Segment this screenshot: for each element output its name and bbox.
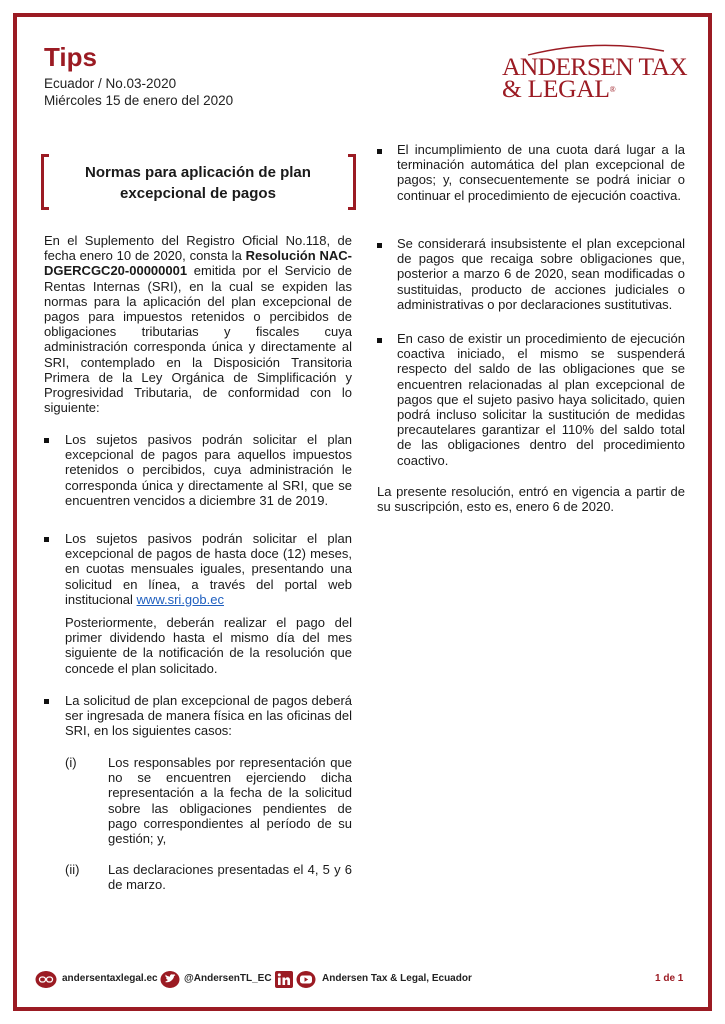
sub-item-1: Los responsables por representación que no se encuentren ejerciendo dicha representación a la fecha de la solicitud sobre las obligaciones pendientes de pago correspondientes al período de su gestión; y, [108, 755, 352, 847]
sri-website-link[interactable]: www.sri.gob.ec [136, 591, 224, 607]
bullet-icon [377, 338, 382, 343]
andersen-logo [502, 42, 692, 102]
right-bullet-3: En caso de existir un procedimiento de ejecución coactiva iniciado, el mismo se suspenderá respecto del saldo de las obligaciones que se encuentren relacionadas al plan excepcional de pagos que el sujeto pasivo haya solicitado, quien podrá incluso solicitar la sustitución de medidas precautelares garantizar el 110% del saldo total de las obligaciones dentro del procedimiento coactivo. [397, 331, 685, 468]
footer-company: Andersen Tax & Legal, Ecuador [322, 973, 472, 984]
footer-twitter[interactable]: @AndersenTL_EC [184, 973, 272, 984]
link-icon [35, 971, 57, 988]
left-bullet-2-followup: Posteriormente, deberán realizar el pago del primer dividendo hasta el mismo día del mes siguiente de la notificación de la resolución que concede el plan solicitado. [65, 615, 352, 676]
intro-text-end: emitida por el Servicio de Rentas Internas (SRI), en la cual se expiden las normas para la aplicación del plan excepcional de pagos para impuestos retenidos o percibidos de obligaciones tributarias y fiscales cuya administración corresponda única y directamente al SRI, contemplado en la Disposición Transitoria Primera de la Ley Orgánica de Simplificación y Progresividad Tributaria, de conformidad con lo siguiente: [44, 263, 352, 416]
sub-item-2: Las declaraciones presentadas el 4, 5 y 6 de marzo. [108, 862, 352, 893]
bullet-icon [44, 537, 49, 542]
logo-line-1: ANDERSEN TAX [502, 52, 688, 81]
sub-item-number-2: (ii) [65, 862, 80, 877]
resolution-number: Resolución NAC-DGERCGC20-00000001 [44, 248, 352, 279]
heading-bracket-right [348, 154, 356, 210]
intro-paragraph [44, 233, 352, 415]
page-number: 1 de 1 [655, 973, 684, 984]
footer-website[interactable]: andersentaxlegal.ec [62, 973, 158, 984]
logo-line-2-text: & LEGAL [502, 74, 610, 103]
left-bullet-1: Los sujetos pasivos podrán solicitar el plan excepcional de pagos para aquellos impuestos retenidos o percibidos, cuya administración le corresponda única y directamente al SRI, que se encuentren vencidos a diciembre 31 de 2019. [65, 432, 352, 508]
issue-number: Ecuador / No.03-2020 [44, 76, 177, 91]
closing-paragraph: La presente resolución, entró en vigencia a partir de su suscripción, esto es, enero 6 de 2020. [377, 484, 685, 515]
section-heading-line-1: Normas para aplicación de plan [85, 164, 311, 181]
bullet-icon [377, 243, 382, 248]
right-bullet-2: Se considerará insubsistente el plan excepcional de pagos que recaiga sobre obligaciones que, posterior a marzo 6 de 2020, sean modificadas o sustituidas, producto de acciones judiciales o administrativas o por declaraciones sustitutivas. [397, 236, 685, 312]
linkedin-icon [275, 971, 293, 988]
heading-bracket-left [41, 154, 49, 210]
section-heading-line-2: excepcional de pagos [120, 185, 276, 202]
logo-line-2 [502, 76, 615, 102]
sub-item-number-1: (i) [65, 755, 77, 770]
bullet-icon [44, 699, 49, 704]
intro-text-start: En el Suplemento del Registro Oficial No.118, de fecha enero 10 de 2020, consta la [44, 233, 352, 264]
left-bullet-2-text: Los sujetos pasivos podrán solicitar el plan excepcional de pagos de hasta doce (12) meses, en cuotas mensuales iguales, presentando una solicitud en línea, a través del portal web institucional [65, 531, 352, 607]
section-heading [60, 162, 336, 204]
issue-date: Miércoles 15 de enero del 2020 [44, 93, 234, 108]
bullet-icon [377, 149, 382, 154]
left-bullet-3: La solicitud de plan excepcional de pagos deberá ser ingresada de manera física en las oficinas del SRI, en los siguientes casos: [65, 693, 352, 739]
page-title: Tips [44, 42, 97, 72]
twitter-icon [160, 971, 180, 988]
right-bullet-1: El incumplimiento de una cuota dará lugar a la terminación automática del plan excepcional de pagos; y, consecuentemente se podrá iniciar o continuar el procedimiento de ejecución coactiva. [397, 142, 685, 203]
youtube-icon [296, 971, 316, 988]
bullet-icon [44, 438, 49, 443]
registered-mark-icon: ® [609, 85, 616, 94]
left-bullet-2 [65, 531, 352, 607]
footer [0, 968, 725, 992]
